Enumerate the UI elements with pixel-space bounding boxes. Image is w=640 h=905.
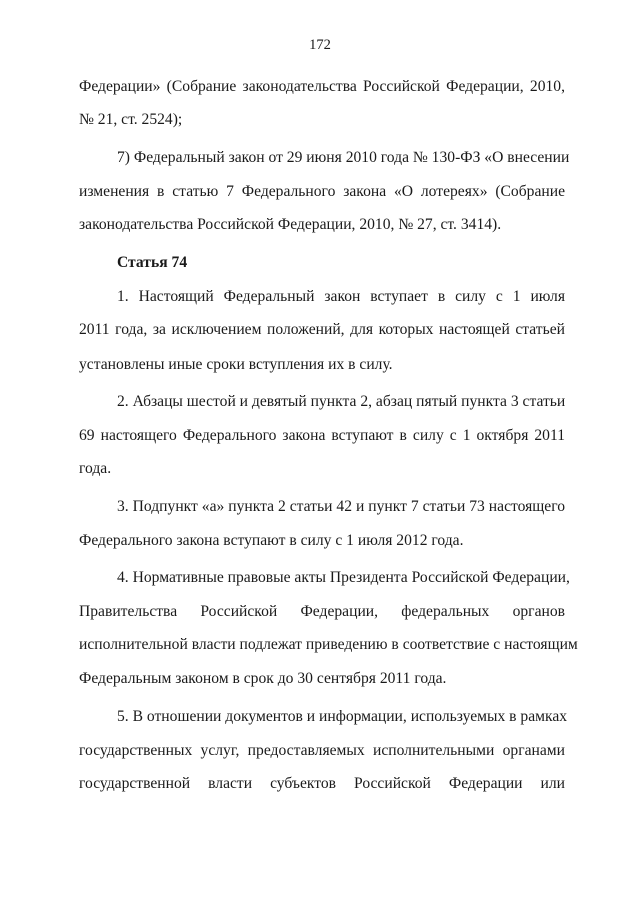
text-line: 69 настоящего Федерального закона вступают в силу с 1 октября 2011 <box>79 427 565 444</box>
article-heading: Статья 74 <box>117 254 188 271</box>
text-line: установлены иные сроки вступления их в силу. <box>79 356 393 373</box>
text-line: государственных услуг, предоставляемых исполнительными органами <box>79 742 565 759</box>
text-line: 5. В отношении документов и информации, используемых в рамках <box>117 708 568 725</box>
text-line: 7) Федеральный закон от 29 июня 2010 года № 130-ФЗ «О внесении <box>117 149 570 166</box>
text-line: 2011 года, за исключением положений, для которых настоящей статьей <box>79 321 565 338</box>
text-line: 4. Нормативные правовые акты Президента Российской Федерации, <box>117 569 570 586</box>
text-line: 3. Подпункт «а» пункта 2 статьи 42 и пункт 7 статьи 73 настоящего <box>117 498 565 515</box>
text-line: 2. Абзацы шестой и девятый пункта 2, абзац пятый пункта 3 статьи <box>117 393 566 410</box>
text-line: 1. Настоящий Федеральный закон вступает в силу с 1 июля <box>117 288 565 305</box>
text-line: Федерации» (Собрание законодательства Российской Федерации, 2010, <box>79 78 565 95</box>
page-number: 172 <box>309 37 331 53</box>
text-line: законодательства Российской Федерации, 2010, № 27, ст. 3414). <box>79 216 502 233</box>
text-line: года. <box>79 460 112 477</box>
text-line: Правительства Российской Федерации, федеральных органов <box>79 603 565 620</box>
text-line: государственной власти субъектов Российской Федерации или <box>79 775 565 792</box>
text-line: Федеральным законом в срок до 30 сентября 2011 года. <box>79 670 447 687</box>
text-line: № 21, ст. 2524); <box>79 111 183 128</box>
text-line: изменения в статью 7 Федерального закона «О лотереях» (Собрание <box>79 183 565 200</box>
text-line: Федерального закона вступают в силу с 1 июля 2012 года. <box>79 532 464 549</box>
text-line: исполнительной власти подлежат приведению в соответствие с настоящим <box>79 636 578 653</box>
